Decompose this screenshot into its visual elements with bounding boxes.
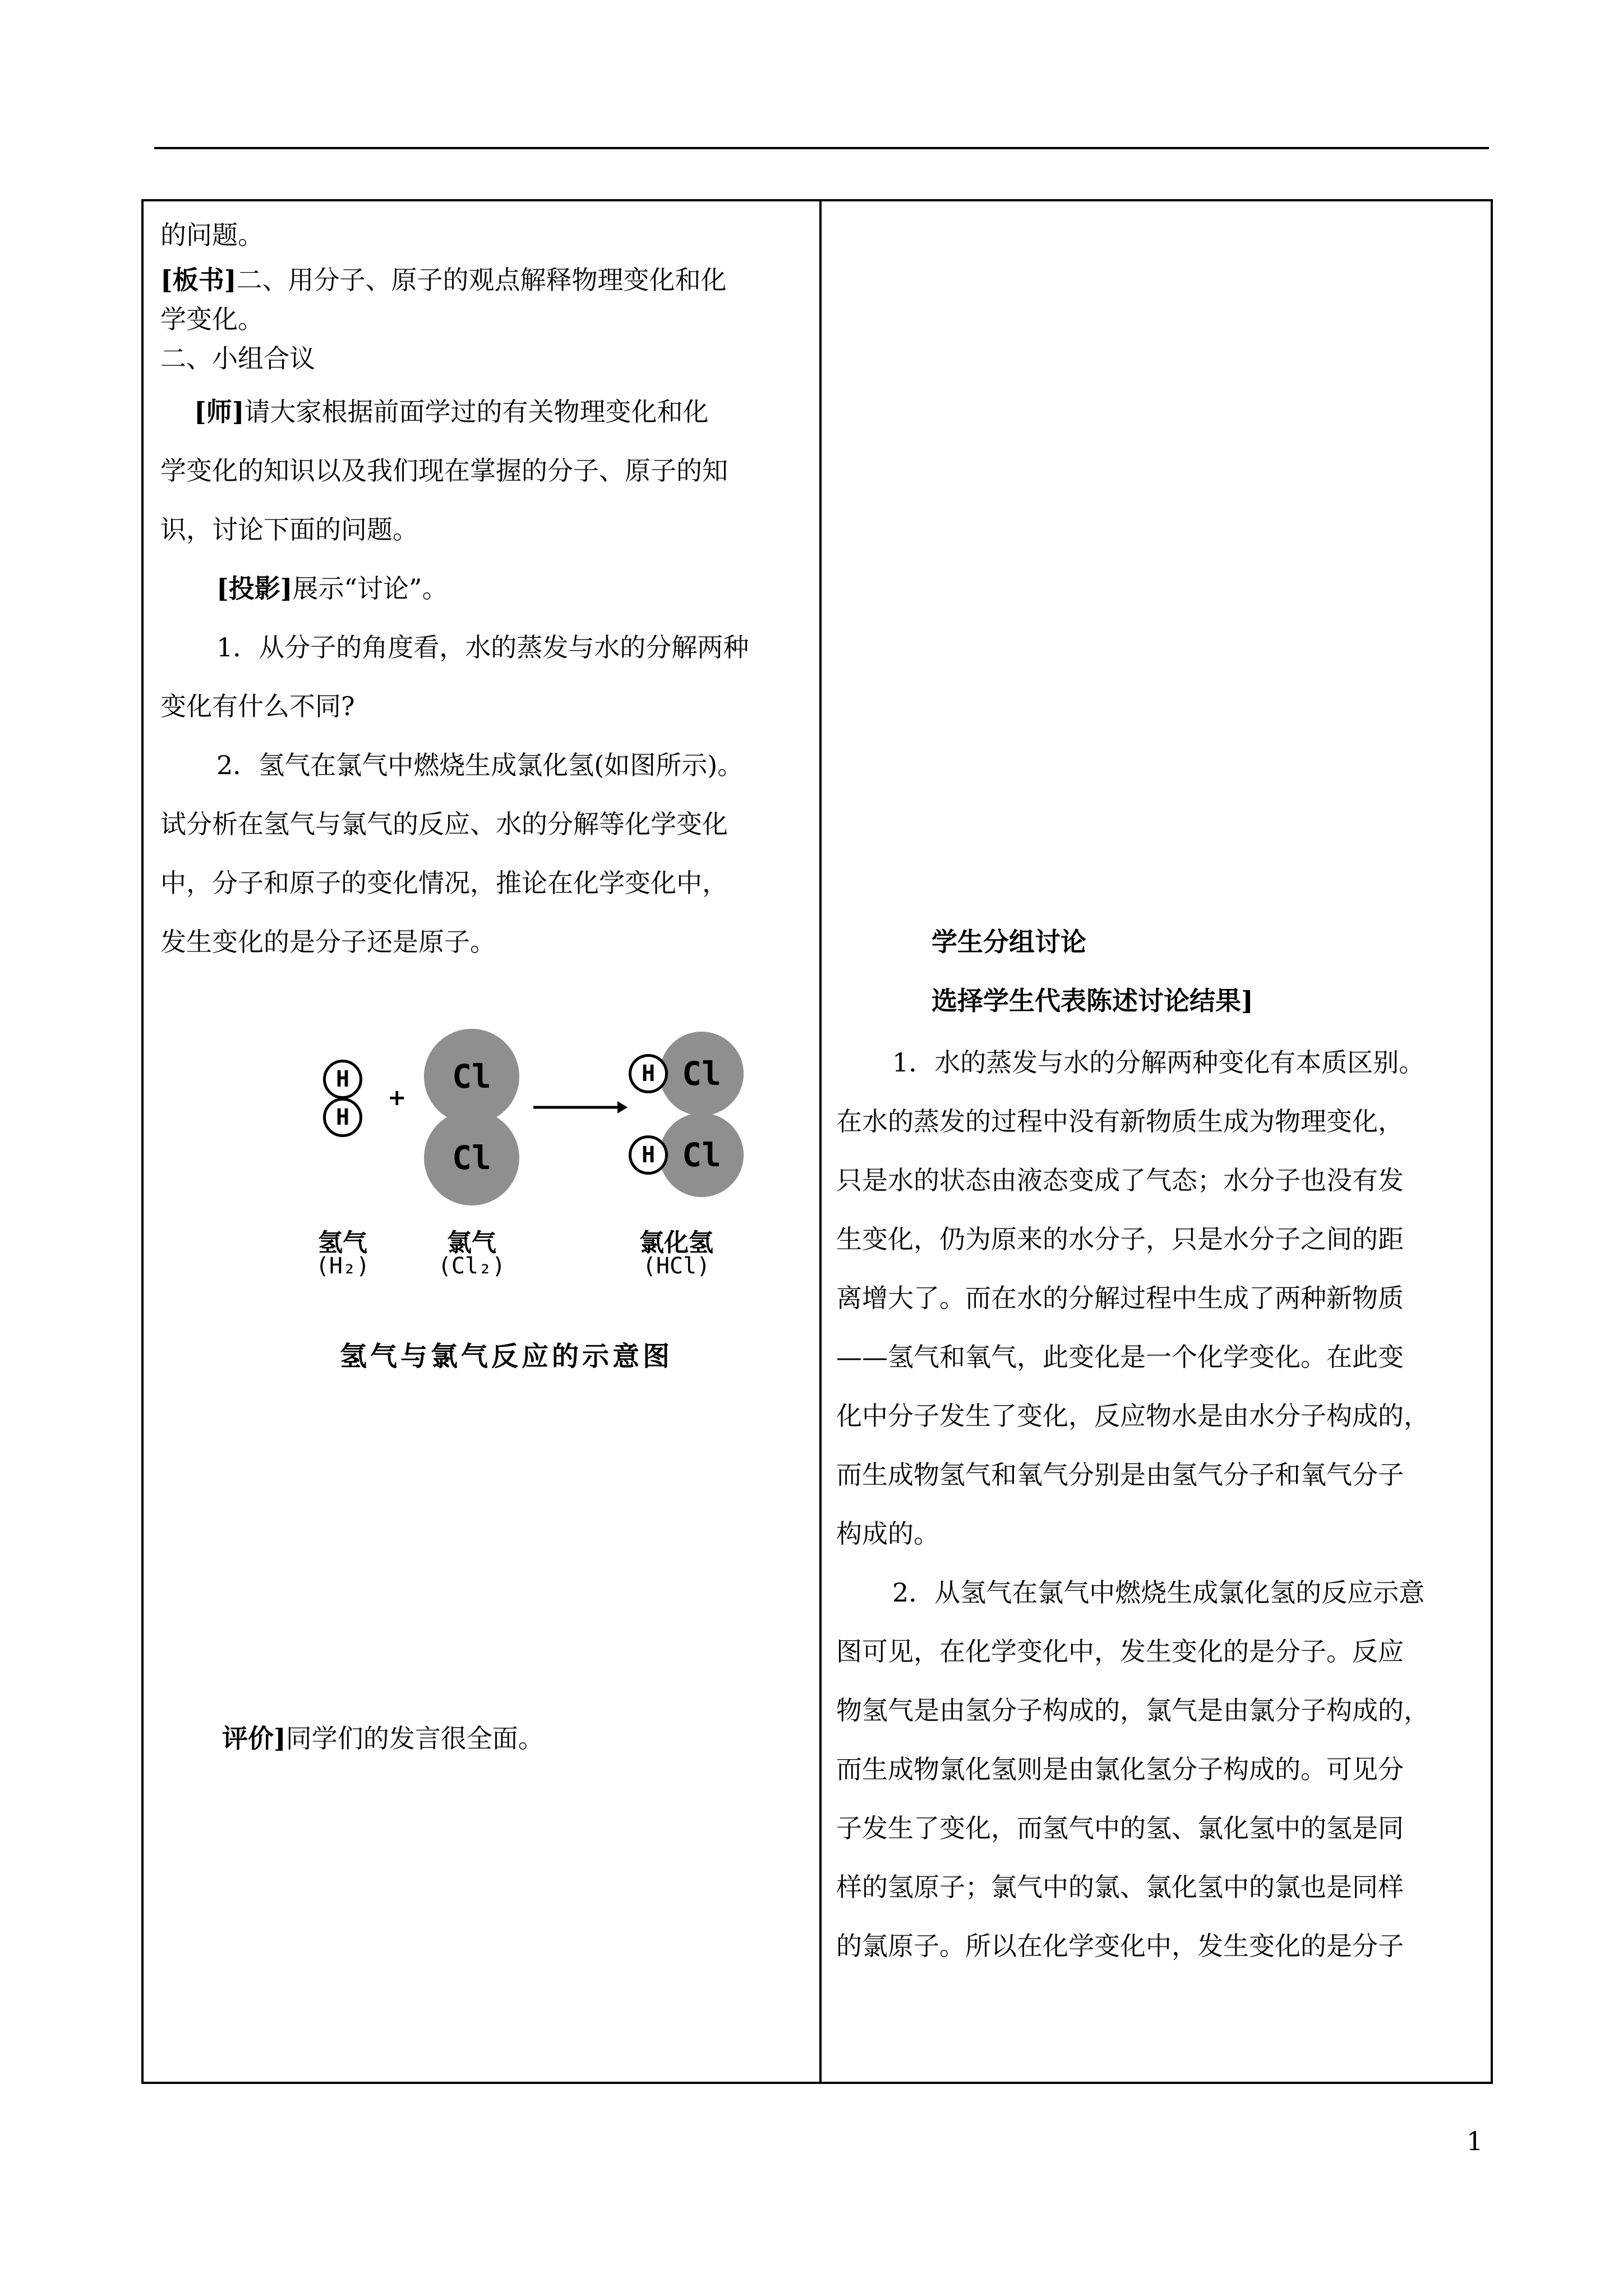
- text-line: 只是水的状态由液态变成了气态；水分子也没有发: [836, 1165, 1404, 1195]
- chlorine-label: 氯气: [447, 1228, 496, 1257]
- figure-caption: 氢气与氯气反应的示意图: [340, 1341, 674, 1372]
- text-line: 构成的。: [836, 1519, 939, 1549]
- student-heading: 学生分组讨论: [932, 927, 1086, 957]
- hydrogen-atom: H: [323, 1060, 362, 1099]
- arrow-icon: [533, 1099, 629, 1116]
- hydrogen-atom: H: [323, 1098, 362, 1137]
- board-tag: [板书]: [160, 265, 237, 295]
- text-line: 子发生了变化，而氢气中的氢、氯化氢中的氢是同: [836, 1813, 1404, 1843]
- chlorine-atom: Cl: [424, 1110, 519, 1205]
- text-span: 请大家根据前面学过的有关物理变化和化: [244, 397, 709, 427]
- hydrogen-label: 氢气: [318, 1228, 367, 1257]
- plus-sign: +: [388, 1085, 407, 1111]
- section-heading: 二、小组合议: [160, 343, 315, 374]
- text-line: 变化有什么不同?: [160, 691, 355, 721]
- reaction-diagram: [317, 1037, 721, 1419]
- hydrogen-atom: H: [629, 1135, 668, 1175]
- answer-2: 2．从氢气在氯气中燃烧生成氯化氢的反应示意: [892, 1577, 1425, 1608]
- question-2: 2．氢气在氯气中燃烧生成氯化氢(如图所示)。: [216, 750, 744, 780]
- hcl-label: 氯化氢: [639, 1228, 713, 1257]
- hcl-formula: (HCl): [642, 1253, 711, 1279]
- teacher-tag: [师]: [194, 397, 245, 427]
- text-line: 发生变化的是分子还是原子。: [160, 927, 496, 957]
- answer-1: 1．水的蒸发与水的分解两种变化有本质区别。: [892, 1047, 1425, 1078]
- text-line: 生变化，仍为原来的水分子，只是水分子之间的距: [836, 1224, 1404, 1254]
- text-span: 同学们的发言很全面。: [285, 1723, 544, 1754]
- column-divider: [819, 201, 822, 2082]
- header-rule: [154, 147, 1489, 149]
- text-line: 而生成物氢气和氧气分别是由氢气分子和氧气分子: [836, 1460, 1404, 1490]
- text-line: 物氢气是由氢分子构成的，氯气是由氯分子构成的，: [836, 1695, 1430, 1726]
- chlorine-formula: (Cl₂): [437, 1253, 506, 1279]
- hydrogen-atom: H: [629, 1054, 668, 1093]
- text-line: 学变化。: [160, 304, 264, 334]
- projection-tag: [投影]: [216, 573, 293, 604]
- question-1: 1．从分子的角度看，水的蒸发与水的分解两种: [216, 632, 749, 662]
- text-line: 学变化的知识以及我们现在掌握的分子、原子的知: [160, 455, 728, 486]
- text-line: 试分析在氢气与氯气的反应、水的分解等化学变化: [160, 809, 728, 839]
- student-heading: 选择学生代表陈述讨论结果]: [932, 986, 1253, 1016]
- text-line: 样的氢原子；氯气中的氯、氯化氢中的氯也是同样: [836, 1872, 1404, 1902]
- text-line: ——氢气和氧气，此变化是一个化学变化。在此变: [836, 1342, 1404, 1372]
- teacher-line: [194, 395, 709, 429]
- text-line: 在水的蒸发的过程中没有新物质生成为物理变化，: [836, 1106, 1404, 1137]
- text-span: 二、用分子、原子的观点解释物理变化和化: [236, 265, 727, 295]
- evaluation-tag: 评价]: [222, 1723, 286, 1754]
- text-line: 识，讨论下面的问题。: [160, 514, 418, 545]
- chlorine-atom: Cl: [424, 1029, 519, 1124]
- projection-line: [216, 572, 448, 605]
- board-line: [160, 263, 727, 297]
- text-line: 中，分子和原子的变化情况，推论在化学变化中，: [160, 868, 728, 898]
- text-line: 而生成物氯化氢则是由氯化氢分子构成的。可见分: [836, 1754, 1404, 1784]
- hydrogen-formula: (H₂): [315, 1253, 370, 1279]
- text-line: 图可见，在化学变化中，发生变化的是分子。反应: [836, 1636, 1404, 1667]
- chlorine-atom: Cl: [660, 1032, 744, 1116]
- text-line: 离增大了。而在水的分解过程中生成了两种新物质: [836, 1283, 1404, 1313]
- text-line: 化中分子发生了变化，反应物水是由水分子构成的，: [836, 1401, 1430, 1431]
- lesson-table: [141, 199, 1493, 2084]
- evaluation-line: [222, 1722, 544, 1755]
- chlorine-atom: Cl: [660, 1113, 744, 1197]
- text-line: 的氯原子。所以在化学变化中，发生变化的是分子: [836, 1931, 1404, 1961]
- page-number: 1: [1467, 2126, 1483, 2156]
- text-line: 的问题。: [160, 220, 264, 250]
- text-span: 展示“讨论”。: [292, 573, 448, 604]
